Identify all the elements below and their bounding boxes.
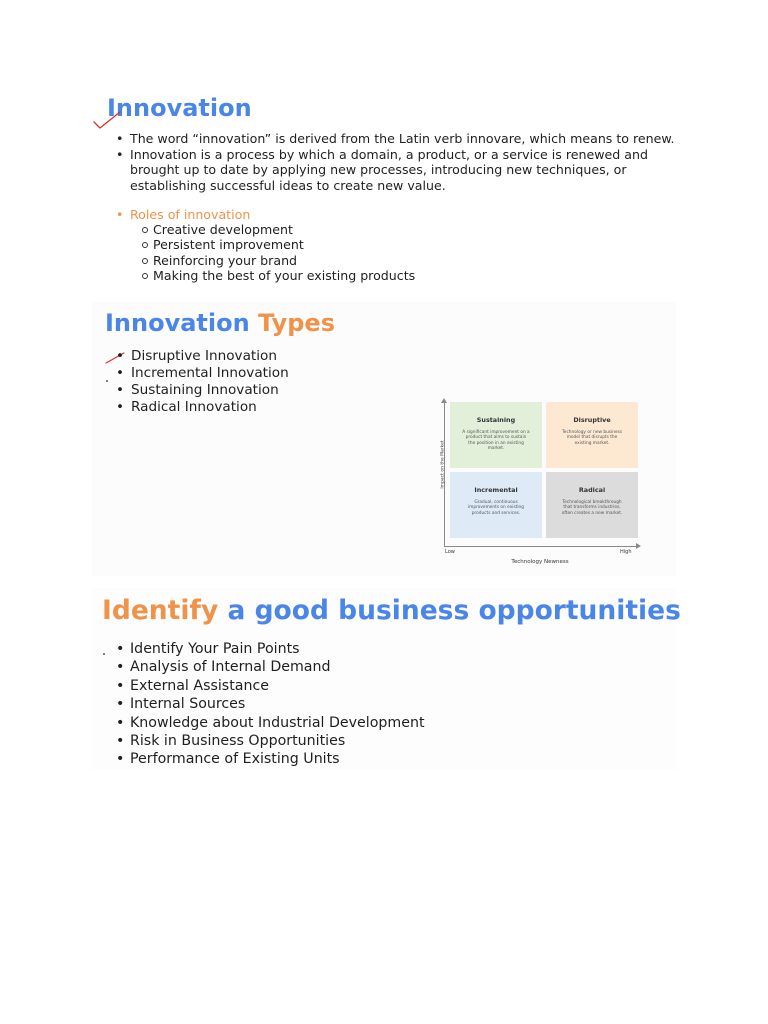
stray-ink-dot <box>103 653 105 655</box>
list-item: • Performance of Existing Units <box>114 750 425 768</box>
title-part-opportunities: a good business opportunities <box>227 595 681 626</box>
list-item: • Identify Your Pain Points <box>114 640 425 658</box>
title-part-types: Types <box>258 309 335 337</box>
section-title-business-opportunities <box>102 593 681 629</box>
list-item: • Internal Sources <box>114 695 425 713</box>
innovation-matrix-diagram <box>430 398 645 570</box>
section-title-innovation: Innovation <box>107 94 252 122</box>
stray-ink-dot <box>106 380 108 382</box>
roles-list <box>140 222 415 283</box>
quadrant-description: A significant improvement on a product that aims to sustain the position in an existing market. <box>462 430 530 452</box>
x-axis-high-label: High <box>620 549 632 555</box>
business-opportunities-list <box>114 640 425 769</box>
quadrant-sustaining <box>450 402 542 468</box>
innovation-types-list <box>114 348 289 416</box>
list-item: Making the best of your existing products <box>140 268 415 283</box>
roles-of-innovation-heading: • Roles of innovation <box>116 207 250 223</box>
quadrant-description: Technology or new business model that disrupts the existing market. <box>561 430 623 446</box>
y-axis-label: Impact on the Market <box>440 440 446 489</box>
quadrant-title: Sustaining <box>476 416 516 424</box>
list-item: • External Assistance <box>114 677 425 695</box>
quadrant-title: Radical <box>578 486 606 494</box>
y-axis-arrow-icon <box>441 398 447 403</box>
list-item: • Sustaining Innovation <box>114 382 289 399</box>
list-item: • Incremental Innovation <box>114 365 289 382</box>
quadrant-description: Technological breakthrough that transforms industries, often creates a new market. <box>561 500 623 516</box>
quadrant-radical <box>546 472 638 538</box>
x-axis-label: Technology Newness <box>511 559 569 565</box>
list-item: • Innovation is a process by which a domain, a product, or a service is renewed and brought up to date by applying new processes, introducing new techniques, or establishing successful ideas to create new value. <box>112 147 682 194</box>
title-part-innovation: Innovation <box>105 309 250 337</box>
list-item: • Knowledge about Industrial Development <box>114 714 425 732</box>
innovation-definition-list <box>112 131 682 193</box>
list-item: • Risk in Business Opportunities <box>114 732 425 750</box>
x-axis-line <box>444 546 638 547</box>
list-item: • Radical Innovation <box>114 399 289 416</box>
quadrant-incremental <box>450 472 542 538</box>
list-item: Reinforcing your brand <box>140 253 415 268</box>
handwritten-check-mark <box>92 110 122 132</box>
quadrant-title: Incremental <box>474 486 518 494</box>
list-item: Persistent improvement <box>140 237 415 252</box>
quadrant-title: Disruptive <box>573 416 611 424</box>
x-axis-arrow-icon <box>636 543 641 549</box>
section-title-innovation-types <box>105 306 335 340</box>
quadrant-disruptive <box>546 402 638 468</box>
list-item: • Analysis of Internal Demand <box>114 658 425 676</box>
list-item: • The word “innovation” is derived from the Latin verb innovare, which means to renew. <box>112 131 682 147</box>
list-item: Creative development <box>140 222 415 237</box>
x-axis-low-label: Low <box>445 549 455 555</box>
title-part-identify: Identify <box>102 595 219 626</box>
quadrant-description: Gradual, continuous improvements on existing products and services. <box>467 500 525 516</box>
list-item: • Disruptive Innovation <box>114 348 289 365</box>
